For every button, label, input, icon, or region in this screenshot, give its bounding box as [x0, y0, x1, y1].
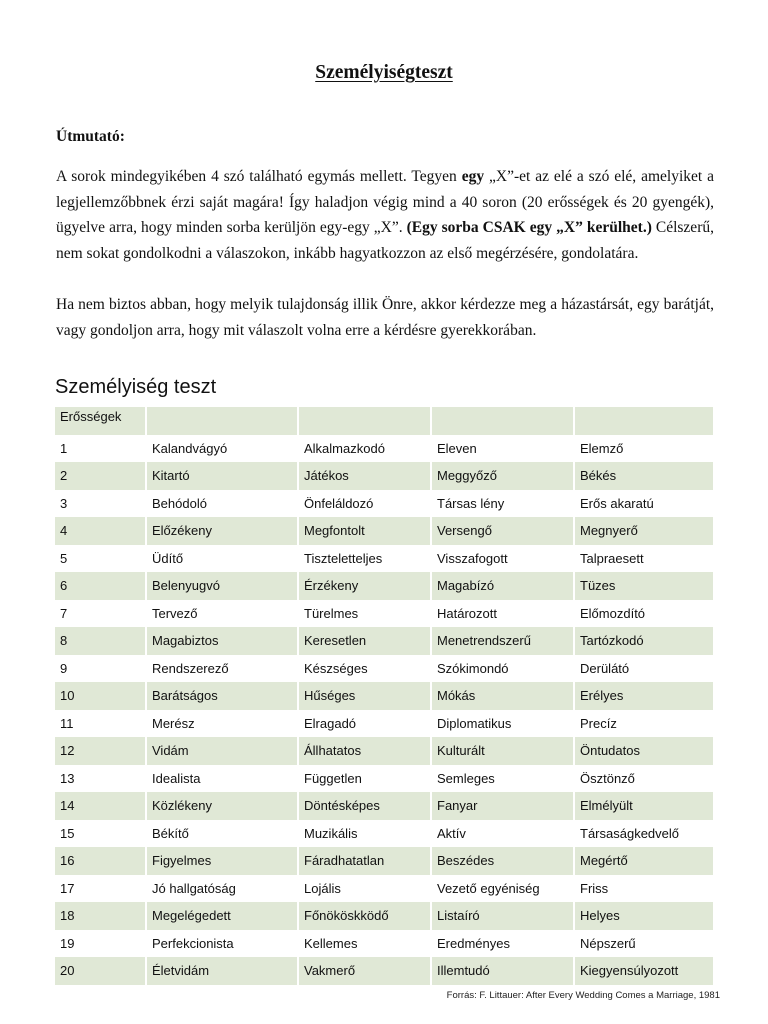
trait-cell: Visszafogott: [431, 545, 574, 573]
instructions-text-3: Célszerű, nem sokat gondolkodni a válaszokon, inkább hagyatkozzon az első megérzésére, gondolatára.: [56, 219, 714, 262]
table-row: [55, 517, 713, 545]
trait-cell: Békítő: [146, 820, 298, 848]
trait-cell: Kalandvágyó: [146, 435, 298, 463]
trait-cell: Megelégedett: [146, 902, 298, 930]
header-cell-empty: [146, 407, 298, 435]
trait-cell: Eredményes: [431, 930, 574, 958]
trait-cell: Barátságos: [146, 682, 298, 710]
trait-cell: Erélyes: [574, 682, 713, 710]
row-number: 1: [55, 435, 146, 463]
instructions-paragraph: [56, 164, 714, 266]
instructions-text-1: A sorok mindegyikében 4 szó található egymás mellett. Tegyen: [56, 168, 462, 185]
trait-cell: Beszédes: [431, 847, 574, 875]
trait-cell: Önfeláldozó: [298, 490, 431, 518]
trait-cell: Magabízó: [431, 572, 574, 600]
table-row: [55, 545, 713, 573]
table-row: [55, 957, 713, 985]
trait-cell: Tiszteletteljes: [298, 545, 431, 573]
table-row: [55, 792, 713, 820]
trait-cell: Üdítő: [146, 545, 298, 573]
trait-cell: Népszerű: [574, 930, 713, 958]
trait-cell: Társas lény: [431, 490, 574, 518]
trait-cell: Erős akaratú: [574, 490, 713, 518]
table-row: [55, 930, 713, 958]
trait-cell: Készséges: [298, 655, 431, 683]
row-number: 8: [55, 627, 146, 655]
row-number: 10: [55, 682, 146, 710]
table-title: Személyiség teszt: [55, 376, 217, 398]
table-row: [55, 875, 713, 903]
header-cell-empty: [431, 407, 574, 435]
trait-cell: Békés: [574, 462, 713, 490]
table-row: [55, 765, 713, 793]
instructions-paragraph-2: Ha nem biztos abban, hogy melyik tulajdonság illik Önre, akkor kérdezze meg a házastársát, egy barátját, vagy gondoljon arra, hogy mit válaszolt volna erre a kérdésre gyerekkorában.: [56, 296, 714, 339]
trait-cell: Friss: [574, 875, 713, 903]
trait-cell: Kellemes: [298, 930, 431, 958]
trait-cell: Előzékeny: [146, 517, 298, 545]
trait-cell: Türelmes: [298, 600, 431, 628]
trait-cell: Megfontolt: [298, 517, 431, 545]
row-number: 15: [55, 820, 146, 848]
source-citation: Forrás: F. Littauer: After Every Wedding Comes a Marriage, 1981: [446, 990, 720, 1001]
trait-cell: Figyelmes: [146, 847, 298, 875]
trait-cell: Magabiztos: [146, 627, 298, 655]
table-row: [55, 682, 713, 710]
table-row: [55, 820, 713, 848]
table-row: [55, 627, 713, 655]
table-row: [55, 462, 713, 490]
trait-cell: Derülátó: [574, 655, 713, 683]
trait-cell: Mókás: [431, 682, 574, 710]
table-row: [55, 490, 713, 518]
trait-cell: Vakmerő: [298, 957, 431, 985]
trait-cell: Kiegyensúlyozott: [574, 957, 713, 985]
row-number: 20: [55, 957, 146, 985]
table-row: [55, 710, 713, 738]
trait-cell: Tervező: [146, 600, 298, 628]
trait-cell: Behódoló: [146, 490, 298, 518]
row-number: 12: [55, 737, 146, 765]
personality-table: [55, 407, 713, 985]
header-cell: Erősségek: [55, 407, 146, 435]
trait-cell: Vidám: [146, 737, 298, 765]
trait-cell: Idealista: [146, 765, 298, 793]
row-number: 16: [55, 847, 146, 875]
row-number: 18: [55, 902, 146, 930]
trait-cell: Elmélyült: [574, 792, 713, 820]
trait-cell: Állhatatos: [298, 737, 431, 765]
trait-cell: Döntésképes: [298, 792, 431, 820]
table-row: [55, 902, 713, 930]
document-title: Személyiségteszt: [315, 62, 453, 83]
trait-cell: Fáradhatatlan: [298, 847, 431, 875]
table-row: [55, 737, 713, 765]
trait-cell: Versengő: [431, 517, 574, 545]
trait-cell: Keresetlen: [298, 627, 431, 655]
trait-cell: Semleges: [431, 765, 574, 793]
row-number: 6: [55, 572, 146, 600]
row-number: 5: [55, 545, 146, 573]
trait-cell: Tüzes: [574, 572, 713, 600]
trait-cell: Elemző: [574, 435, 713, 463]
trait-cell: Megnyerő: [574, 517, 713, 545]
trait-cell: Előmozdító: [574, 600, 713, 628]
header-cell-empty: [574, 407, 713, 435]
trait-cell: Rendszerező: [146, 655, 298, 683]
row-number: 14: [55, 792, 146, 820]
trait-cell: Eleven: [431, 435, 574, 463]
row-number: 17: [55, 875, 146, 903]
row-number: 4: [55, 517, 146, 545]
table-row: [55, 847, 713, 875]
trait-cell: Szókimondó: [431, 655, 574, 683]
instructions-text-2: „X”-et az elé a szó elé, amelyiket a legjellemzőbbnek érzi saját magára! Így haladjon végig mind a 40 soron (20 erősségek és 20 gyengék), ügyelve arra, hogy minden sorba kerüljön egy-egy „X”.: [56, 168, 714, 237]
trait-cell: Alkalmazkodó: [298, 435, 431, 463]
trait-cell: Elragadó: [298, 710, 431, 738]
row-number: 11: [55, 710, 146, 738]
trait-cell: Diplomatikus: [431, 710, 574, 738]
trait-cell: Talpraesett: [574, 545, 713, 573]
trait-cell: Társaságkedvelő: [574, 820, 713, 848]
instructions-bold-1: egy: [461, 168, 485, 185]
trait-cell: Belenyugvó: [146, 572, 298, 600]
table-row: [55, 600, 713, 628]
trait-cell: Helyes: [574, 902, 713, 930]
table-row: [55, 572, 713, 600]
header-cell-empty: [298, 407, 431, 435]
trait-cell: Közlékeny: [146, 792, 298, 820]
row-number: 19: [55, 930, 146, 958]
trait-cell: Vezető egyéniség: [431, 875, 574, 903]
trait-cell: Megértő: [574, 847, 713, 875]
trait-cell: Listaíró: [431, 902, 574, 930]
trait-cell: Ösztönző: [574, 765, 713, 793]
table-row: [55, 435, 713, 463]
trait-cell: Főnököskködő: [298, 902, 431, 930]
trait-cell: Érzékeny: [298, 572, 431, 600]
trait-cell: Precíz: [574, 710, 713, 738]
trait-cell: Muzikális: [298, 820, 431, 848]
trait-cell: Meggyőző: [431, 462, 574, 490]
trait-cell: Perfekcionista: [146, 930, 298, 958]
trait-cell: Lojális: [298, 875, 431, 903]
trait-cell: Tartózkodó: [574, 627, 713, 655]
trait-cell: Kulturált: [431, 737, 574, 765]
trait-cell: Kitartó: [146, 462, 298, 490]
trait-cell: Öntudatos: [574, 737, 713, 765]
trait-cell: Fanyar: [431, 792, 574, 820]
row-number: 2: [55, 462, 146, 490]
row-number: 9: [55, 655, 146, 683]
trait-cell: Életvidám: [146, 957, 298, 985]
instructions-bold-2: (Egy sorba CSAK egy „X” kerülhet.): [406, 219, 652, 237]
trait-cell: Aktív: [431, 820, 574, 848]
trait-cell: Merész: [146, 710, 298, 738]
trait-cell: Határozott: [431, 600, 574, 628]
trait-cell: Hűséges: [298, 682, 431, 710]
table-header-row: [55, 407, 713, 435]
table-row: [55, 655, 713, 683]
trait-cell: Jó hallgatóság: [146, 875, 298, 903]
trait-cell: Független: [298, 765, 431, 793]
trait-cell: Illemtudó: [431, 957, 574, 985]
trait-cell: Játékos: [298, 462, 431, 490]
instructions-label: Útmutató:: [56, 128, 125, 145]
row-number: 3: [55, 490, 146, 518]
trait-cell: Menetrendszerű: [431, 627, 574, 655]
row-number: 13: [55, 765, 146, 793]
row-number: 7: [55, 600, 146, 628]
